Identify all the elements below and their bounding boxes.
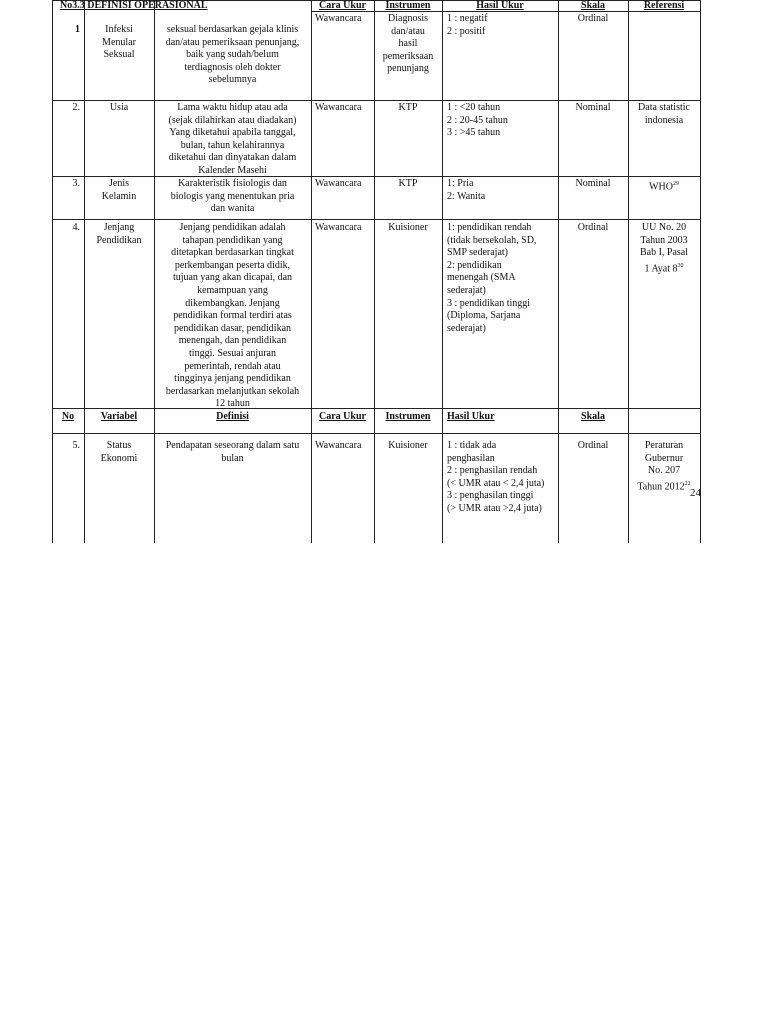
reference-text-main: WHO xyxy=(649,181,673,193)
page-number: 24 xyxy=(690,487,701,499)
row-number: 5. xyxy=(72,440,80,451)
measurement-method: Wawancara xyxy=(315,178,362,189)
scale-text: Nominal xyxy=(575,178,611,189)
reference-text: Data statistic indonesia xyxy=(638,102,690,126)
col-header-referensi: Referensi xyxy=(643,0,685,11)
definition-text: seksual berdasarkan gejala klinis dan/atau pemeriksaan penunjang, baik yang sudah/belum terdiagnosis oleh dokter sebelumnya xyxy=(165,24,300,86)
scale-text: Ordinal xyxy=(577,440,609,451)
col-header-no: No xyxy=(61,411,75,422)
measurement-method: Wawancara xyxy=(315,13,362,24)
table-border xyxy=(628,0,629,543)
table-border xyxy=(52,176,700,177)
table-border xyxy=(84,0,85,543)
table-border xyxy=(700,0,701,543)
col-header-instrumen: Instrumen xyxy=(385,411,431,422)
table-border xyxy=(374,0,375,543)
definition-text: Lama waktu hidup atau ada (sejak dilahirkan atau diadakan) Yang diketahui apabila tanggal, bulan, tahun kelahirannya diketahui dan dinyatakan dalam Kalender Masehi xyxy=(168,102,297,176)
result-text: 1: pendidikan rendah (tidak bersekolah, SD, SMP sederajat) 2: pendidikan menengah (SMA sederajat) 3 : pendidikan tinggi (Diploma, Sarjana sederajat) xyxy=(447,222,537,334)
measurement-method: Wawancara xyxy=(315,102,362,113)
variable-name: Status Ekonomi xyxy=(100,440,138,464)
instrument-text: Kuisioner xyxy=(388,222,428,233)
col-header-definisi: Definisi xyxy=(216,411,249,422)
col-header-hasil-ukur: Hasil Ukur xyxy=(447,411,495,422)
result-text: 1: Pria 2: Wanita xyxy=(447,178,486,202)
table-border xyxy=(52,433,700,434)
scale-text: Nominal xyxy=(575,102,611,113)
variable-name: Usia xyxy=(109,102,129,113)
variable-name: Jenjang Pendidikan xyxy=(96,222,142,246)
col-header-skala: Skala xyxy=(581,0,605,11)
table-border xyxy=(442,0,443,543)
table-border xyxy=(52,100,700,101)
definition-text: Pendapatan seseorang dalam satu bulan xyxy=(165,440,300,464)
reference-text-main: UU No. 20 Tahun 2003 Bab I, Pasal 1 Ayat 8 xyxy=(639,222,689,275)
variable-name: Infeksi Menular Seksual xyxy=(102,24,136,61)
col-header-instrumen: Instrumen xyxy=(385,0,431,11)
result-text: 1 : negatif 2 : positif xyxy=(447,13,488,37)
section-title: No3.3 DEFINISI OPERASIONAL xyxy=(60,0,208,11)
result-text: 1 : <20 tahun 2 : 20-45 tahun 3 : >45 tahun xyxy=(447,102,508,139)
instrument-text: Kuisioner xyxy=(388,440,428,451)
row-number: 4. xyxy=(72,222,80,233)
reference-footnote: 22 xyxy=(684,480,691,487)
reference-text xyxy=(630,440,698,494)
result-text: 1 : tidak ada penghasilan 2 : penghasilan rendah (< UMR atau < 2,4 juta) 3 : penghasilan tinggi (> UMR atau >2,4 juta) xyxy=(447,440,545,514)
reference-text xyxy=(630,178,698,194)
table-border xyxy=(311,0,312,543)
definition-text: Karakteristik fisiologis dan biologis yang menentukan pria dan wanita xyxy=(170,178,295,215)
col-header-cara-ukur: Cara Ukur xyxy=(319,0,366,11)
measurement-method: Wawancara xyxy=(315,440,362,451)
row-number: 1 xyxy=(75,24,80,35)
table-border xyxy=(558,0,559,543)
reference-footnote: 30 xyxy=(677,262,684,269)
scale-text: Ordinal xyxy=(577,13,609,24)
measurement-method: Wawancara xyxy=(315,222,362,233)
definition-text: Jenjang pendidikan adalah tahapan pendidikan yang ditetapkan berdasarkan tingkat perkembangan peserta didik, tujuan yang akan dicapai, dan kemampuan yang dikembangkan. Jenjang pendidikan formal terdiri atas pendidikan dasar, pendidikan menengah, dan pendidikan tinggi. Sesuai anjuran pemerintah, rendah atau tingginya jenjang pendidikan berdasarkan melanjutkan sekolah 12 tahun xyxy=(165,222,300,410)
instrument-text: KTP xyxy=(398,102,418,113)
row-number: 2. xyxy=(72,102,80,113)
row-number: 3. xyxy=(72,178,80,189)
col-header-variabel: Variabel xyxy=(100,411,138,422)
table-border xyxy=(154,0,155,543)
variable-name: Jenis Kelamin xyxy=(101,178,137,202)
col-header-cara-ukur: Cara Ukur xyxy=(319,411,366,422)
table-border xyxy=(52,219,700,220)
table-border xyxy=(52,0,53,543)
instrument-text: KTP xyxy=(398,178,418,189)
instrument-text: Diagnosis dan/atau hasil pemeriksaan penunjang xyxy=(382,13,434,75)
reference-footnote: 29 xyxy=(672,181,679,187)
col-header-hasil-ukur: Hasil Ukur xyxy=(476,0,524,11)
reference-text-main: Peraturan Gubernur No. 207 Tahun 2012 xyxy=(637,440,685,493)
table-border xyxy=(52,408,700,409)
reference-text xyxy=(630,222,698,276)
scale-text: Ordinal xyxy=(577,222,609,233)
col-header-skala: Skala xyxy=(581,411,605,422)
